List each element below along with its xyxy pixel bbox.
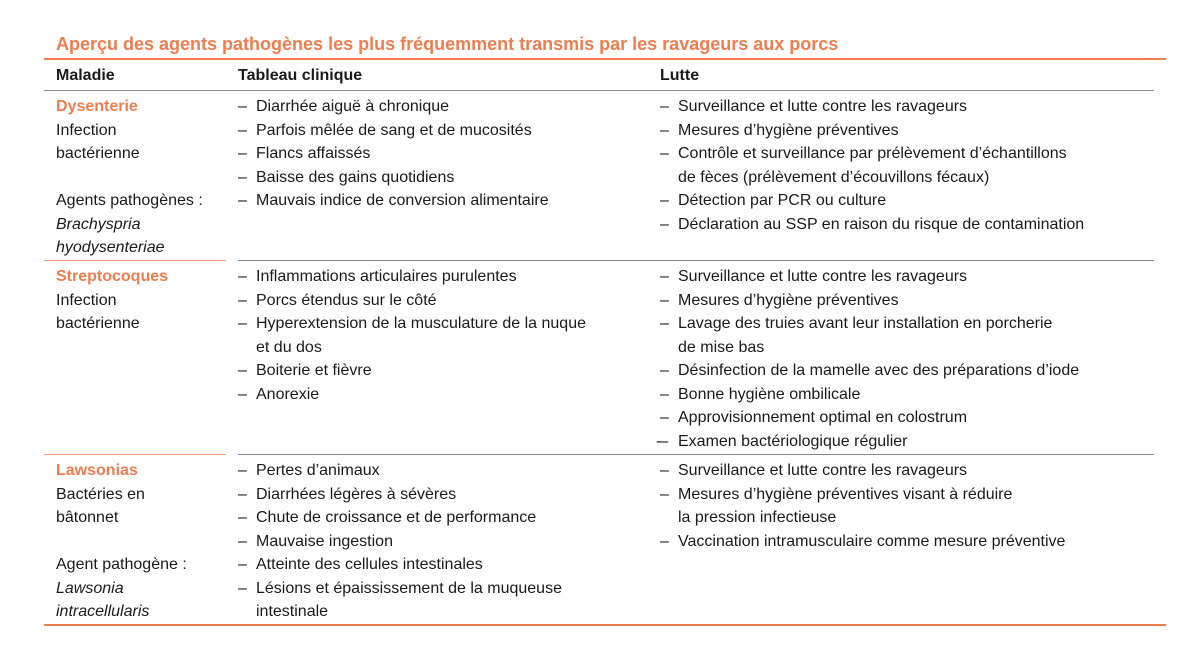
list-item (238, 459, 648, 483)
agent-label: Agent pathogène : (56, 556, 187, 573)
list-item-text: Mauvaise ingestion (256, 532, 393, 550)
disease-cell-lawsonias (56, 459, 226, 624)
list-item (238, 359, 648, 383)
disease-name: Dysenterie (56, 98, 138, 115)
list-item-continuation (660, 506, 1160, 530)
list-item (660, 312, 1160, 336)
header-clinical: Tableau clinique (238, 67, 363, 84)
list-item-continuation (660, 336, 1160, 360)
dash-marker: – (660, 385, 669, 403)
list-item-text: Inflammations articulaires purulentes (256, 268, 517, 285)
dash-marker: – (238, 485, 247, 503)
dash-marker: – (660, 268, 669, 285)
agent-name-line: Brachyspria (56, 215, 141, 233)
list-item (238, 289, 648, 313)
list-item (660, 483, 1160, 507)
control-cell-dysenterie (660, 95, 1160, 236)
dash-marker: – (660, 362, 669, 379)
disease-name: Streptocoques (56, 268, 169, 285)
dash-marker: – (238, 579, 247, 597)
list-item (238, 530, 648, 554)
list-item (660, 459, 1160, 483)
list-item-text: Boiterie et fièvre (256, 362, 372, 379)
dash-marker: – (238, 268, 247, 285)
list-item-text: Désinfection de la mamelle avec des préparations d’iode (678, 362, 1080, 379)
dash-marker: – (238, 291, 247, 309)
clinical-cell-dysenterie (238, 95, 648, 213)
list-item (660, 406, 1160, 430)
list-item-text: de fèces (prélèvement d’écouvillons fécaux) (678, 168, 990, 186)
dash-marker: – (238, 462, 247, 479)
list-item-text: Surveillance et lutte contre les ravageurs (678, 462, 968, 479)
list-item-continuation (660, 166, 1160, 190)
list-item-text: Mauvais indice de conversion alimentaire (256, 192, 549, 209)
list-item (238, 166, 648, 190)
disease-type-line: Bactéries en (56, 485, 145, 503)
disease-cell-dysenterie (56, 95, 226, 260)
list-item-text: Parfois mêlée de sang et de mucosités (256, 121, 532, 139)
dash-marker: – (660, 98, 669, 115)
disease-type-line: bactérienne (56, 315, 140, 332)
list-item (660, 119, 1160, 143)
dash-marker: – (660, 532, 669, 550)
title-rule (44, 58, 1166, 60)
list-item-text: Atteinte des cellules intestinales (256, 556, 483, 573)
dash-marker: – (238, 145, 247, 162)
dash-marker: – (238, 315, 247, 332)
control-cell-streptocoques (656, 265, 1160, 453)
dash-marker: – (238, 509, 247, 526)
list-item-continuation (238, 600, 648, 624)
list-item (238, 95, 648, 119)
row-divider-disease (44, 260, 226, 261)
dash-marker: – (238, 362, 247, 379)
disease-type-line: Infection (56, 121, 117, 139)
dash-marker: – (238, 532, 247, 550)
dash-marker: – (238, 556, 247, 573)
list-item (660, 359, 1160, 383)
list-item (238, 506, 648, 530)
list-item (660, 95, 1160, 119)
list-item-text: Diarrhée aiguë à chronique (256, 98, 450, 115)
list-item-text: Pertes d’animaux (256, 462, 380, 479)
dash-marker: – (660, 462, 669, 479)
list-item-text: Mesures d’hygiène préventives (678, 121, 899, 139)
agent-label: Agents pathogènes : (56, 192, 203, 209)
header-control: Lutte (660, 67, 700, 84)
dash-marker: – (238, 121, 247, 139)
disease-name: Lawsonias (56, 462, 138, 479)
list-item (238, 265, 648, 289)
list-item (656, 430, 1160, 454)
double-dash-marker: -– (656, 432, 667, 450)
list-item (660, 530, 1160, 554)
list-item-text: Flancs affaissés (256, 145, 371, 162)
dash-marker: – (660, 485, 669, 503)
dash-marker: – (660, 192, 669, 209)
list-item-text: Diarrhées légères à sévères (256, 485, 457, 503)
list-item (660, 189, 1160, 213)
list-item (238, 553, 648, 577)
list-item-text: Porcs étendus sur le côté (256, 291, 437, 309)
list-item-text: Contrôle et surveillance par prélèvement d’échantillons (678, 145, 1067, 162)
table-bottom-rule (44, 624, 1166, 626)
list-item-text: Mesures d’hygiène préventives (678, 291, 899, 309)
list-item-text: intestinale (256, 603, 329, 620)
list-item-text: Vaccination intramusculaire comme mesure préventive (678, 532, 1066, 550)
list-item-text: Bonne hygiène ombilicale (678, 385, 861, 403)
dash-marker: – (660, 121, 669, 139)
header-rule (44, 90, 1154, 91)
list-item-text: Anorexie (256, 385, 320, 403)
dash-marker: – (660, 215, 669, 233)
list-item (238, 383, 648, 407)
list-item-text: Baisse des gains quotidiens (256, 168, 455, 186)
agent-name-line: Lawsonia (56, 579, 124, 597)
list-item (238, 119, 648, 143)
list-item (660, 142, 1160, 166)
control-cell-lawsonias (660, 459, 1160, 553)
list-item-text: Lavage des truies avant leur installation en porcherie (678, 315, 1053, 332)
list-item-text: Hyperextension de la musculature de la nuque (256, 315, 586, 332)
list-item-text: Surveillance et lutte contre les ravageurs (678, 268, 968, 285)
table-title: Aperçu des agents pathogènes les plus fréquemment transmis par les ravageurs aux porcs (56, 34, 839, 54)
list-item (238, 577, 648, 601)
row-divider (238, 454, 1154, 455)
clinical-cell-lawsonias (238, 459, 648, 624)
dash-marker: – (238, 168, 247, 186)
list-item-text: Approvisionnement optimal en colostrum (678, 409, 968, 426)
dash-marker: – (660, 145, 669, 162)
list-item-text: Surveillance et lutte contre les ravageurs (678, 98, 968, 115)
dash-marker: – (660, 291, 669, 309)
list-item (660, 265, 1160, 289)
list-item-text: Détection par PCR ou culture (678, 192, 887, 209)
list-item (238, 312, 648, 336)
list-item-continuation (238, 336, 648, 360)
list-item (238, 483, 648, 507)
list-item (238, 189, 648, 213)
list-item (660, 383, 1160, 407)
agent-name-line: hyodysenteriae (56, 239, 165, 256)
dash-marker: – (238, 385, 247, 403)
disease-cell-streptocoques (56, 265, 226, 336)
spacer (56, 166, 226, 190)
list-item-text: Examen bactériologique régulier (678, 432, 908, 450)
list-item-text: de mise bas (678, 338, 765, 356)
disease-type-line: Infection (56, 291, 117, 309)
spacer (56, 530, 226, 554)
list-item-text: Chute de croissance et de performance (256, 509, 537, 526)
header-disease: Maladie (56, 67, 115, 84)
clinical-cell-streptocoques (238, 265, 648, 406)
list-item-text: Lésions et épaississement de la muqueuse (256, 579, 562, 597)
dash-marker: – (660, 315, 669, 332)
row-divider-disease (44, 454, 226, 455)
dash-marker: – (238, 192, 247, 209)
list-item (660, 213, 1160, 237)
list-item-text: Déclaration au SSP en raison du risque de contamination (678, 215, 1085, 233)
list-item-text: la pression infectieuse (678, 509, 837, 526)
dash-marker: – (660, 409, 669, 426)
list-item-text: Mesures d’hygiène préventives visant à réduire (678, 485, 1013, 503)
list-item-text: et du dos (256, 338, 322, 356)
disease-type-line: bâtonnet (56, 509, 119, 526)
dash-marker: – (238, 98, 247, 115)
list-item (660, 289, 1160, 313)
row-divider (238, 260, 1154, 261)
disease-type-line: bactérienne (56, 145, 140, 162)
agent-name-line: intracellularis (56, 603, 150, 620)
list-item (238, 142, 648, 166)
